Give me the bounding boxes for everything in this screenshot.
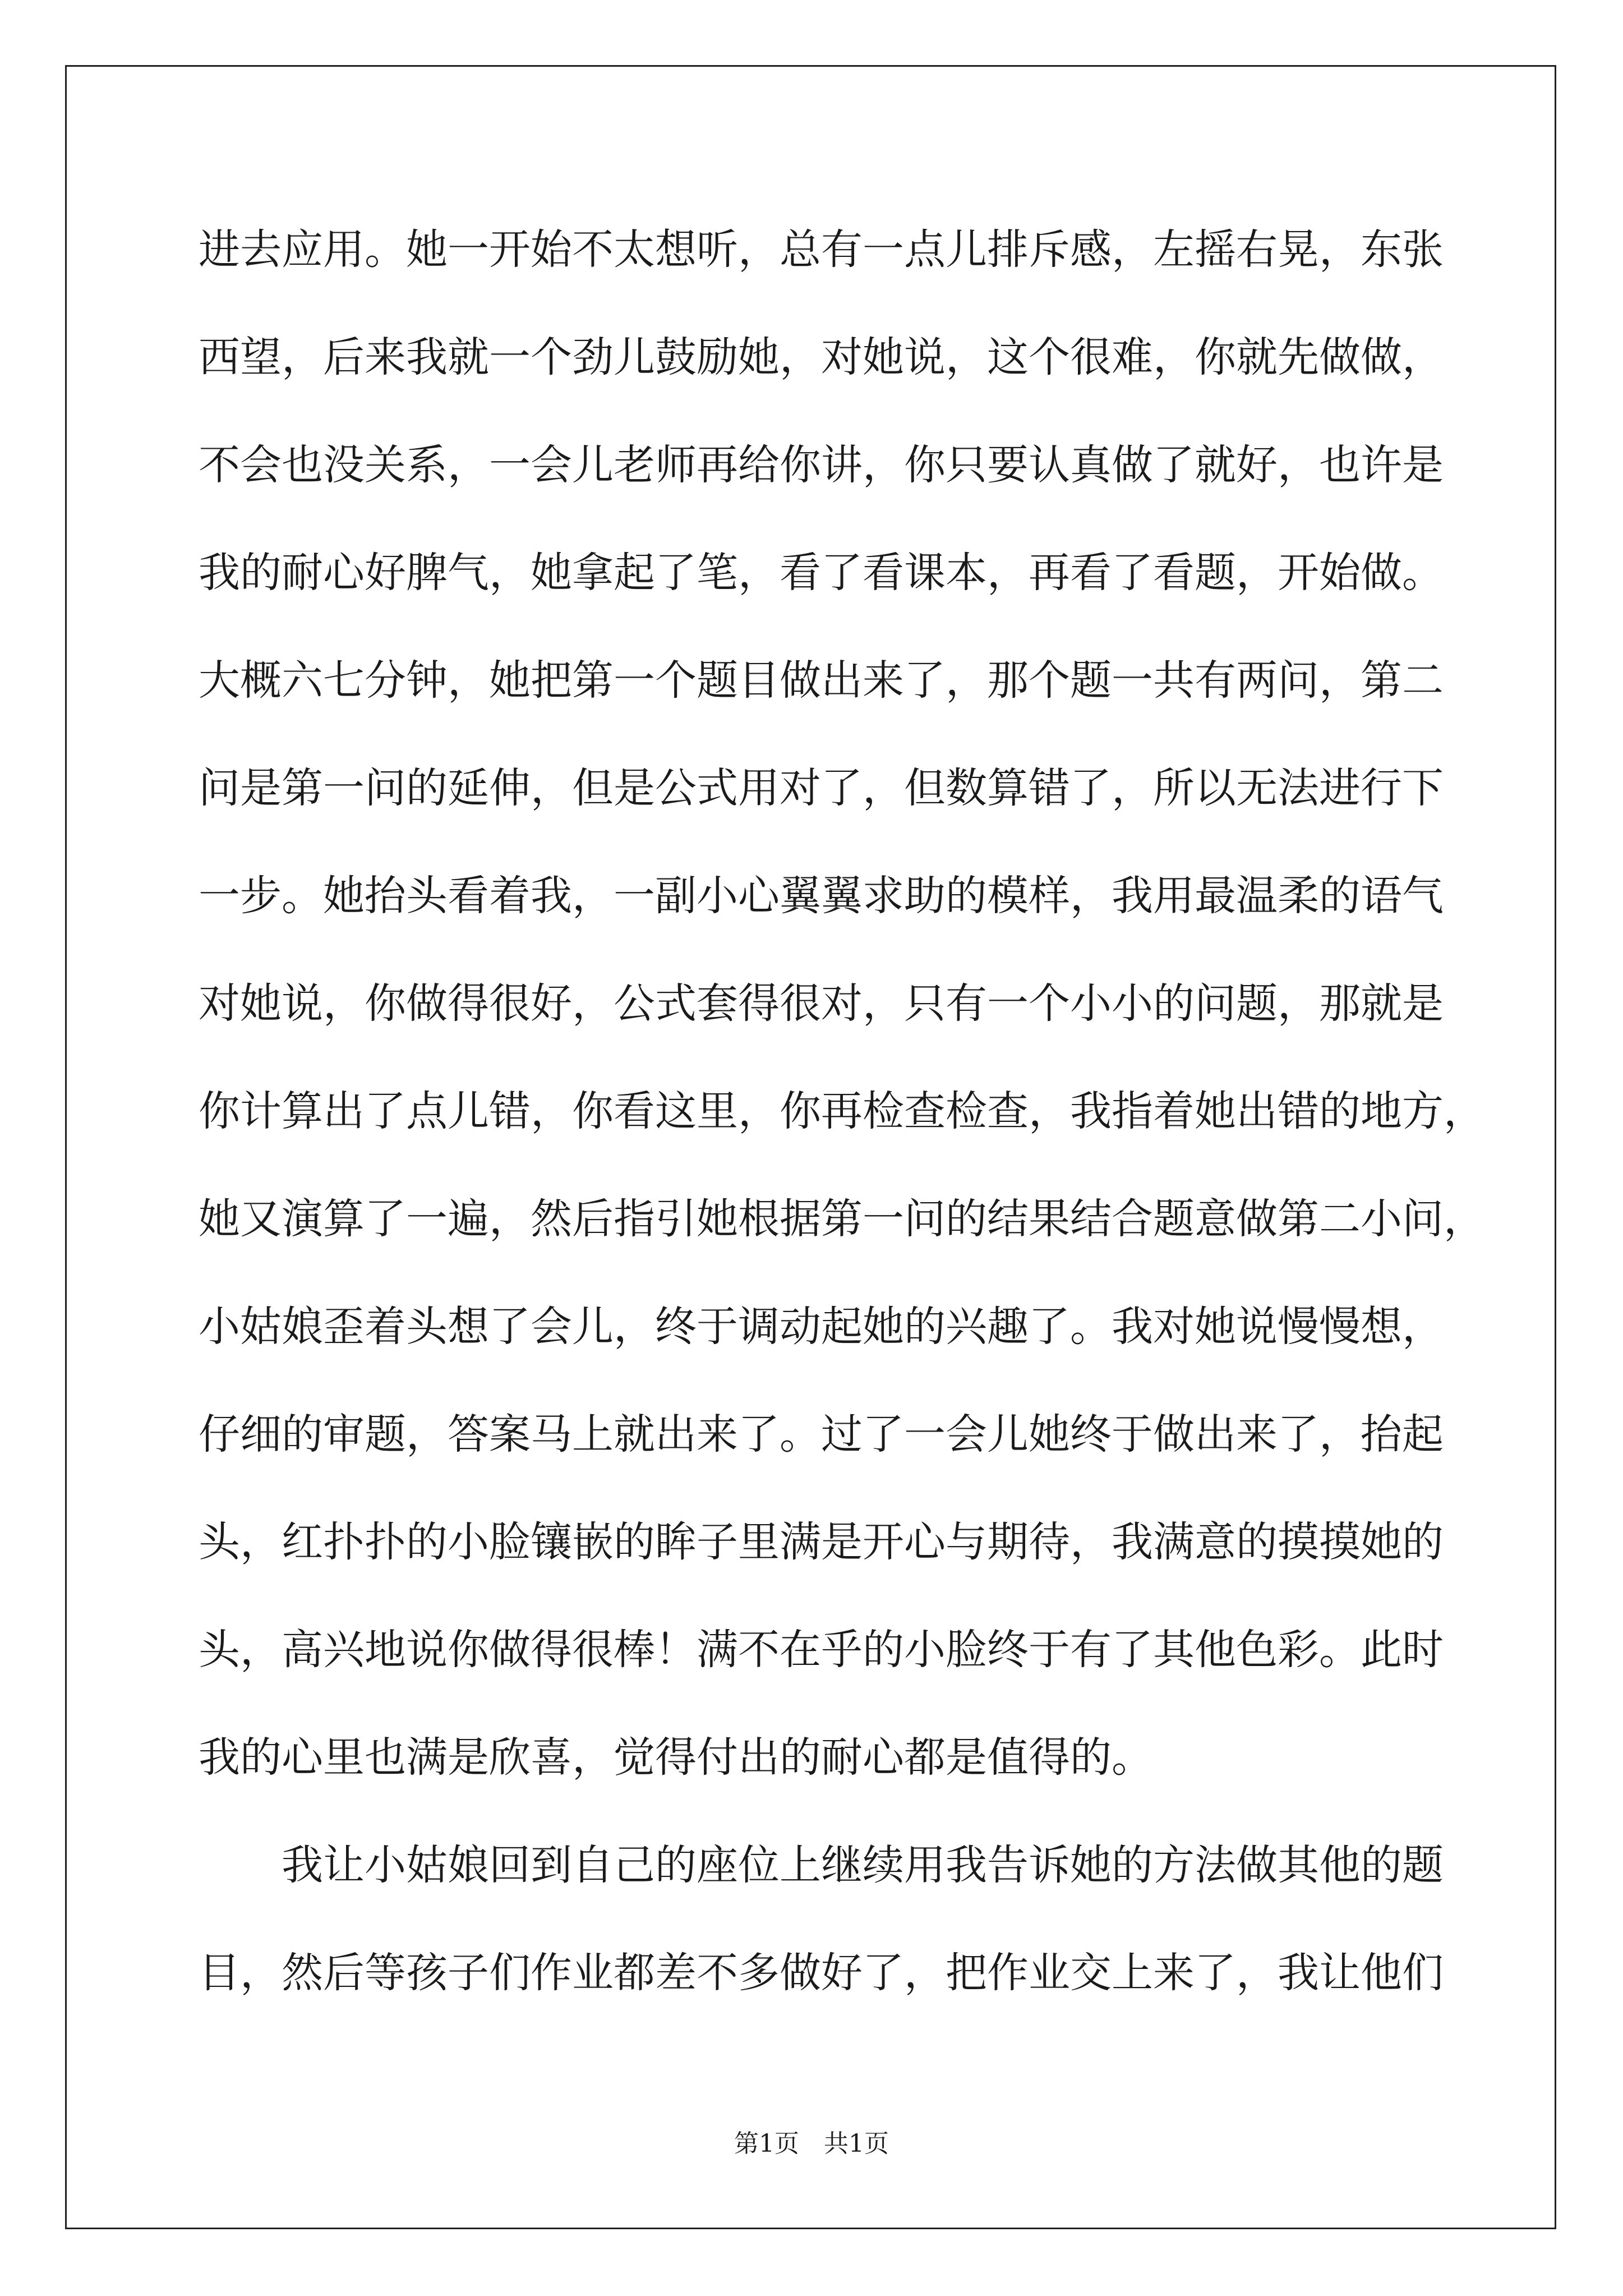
text-line-6: 问是第一问的延伸，但是公式用对了，但数算错了，所以无法进行下: [199, 764, 1444, 812]
text-line-5: 大概六七分钟，她把第一个题目做出来了，那个题一共有两问，第二: [199, 656, 1444, 705]
text-line-12: 仔细的审题，答案马上就出来了。过了一会儿她终于做出来了，抬起: [199, 1410, 1444, 1458]
text-line-10: 她又演算了一遍，然后指引她根据第一问的结果结合题意做第二小问，: [199, 1195, 1485, 1243]
text-line-11: 小姑娘歪着头想了会儿，终于调动起她的兴趣了。我对她说慢慢想，: [199, 1303, 1444, 1351]
text-line-9: 你计算出了点儿错，你看这里，你再检查检查，我指着她出错的地方，: [199, 1087, 1485, 1135]
text-line-15: 我的心里也满是欣喜，觉得付出的耐心都是值得的。: [199, 1733, 1153, 1782]
text-line-1: 进去应用。她一开始不太想听，总有一点儿排斥感，左摇右晃，东张: [199, 226, 1444, 274]
text-line-14: 头，高兴地说你做得很棒！满不在乎的小脸终于有了其他色彩。此时: [199, 1626, 1444, 1674]
text-line-7: 一步。她抬头看着我，一副小心翼翼求助的模样，我用最温柔的语气: [199, 872, 1444, 920]
text-line-8: 对她说，你做得很好，公式套得很对，只有一个小小的问题，那就是: [199, 979, 1444, 1028]
page-number: 第1页 共1页: [734, 2129, 889, 2158]
text-line-3: 不会也没关系，一会儿老师再给你讲，你只要认真做了就好，也许是: [199, 441, 1444, 489]
text-line-2: 西望，后来我就一个劲儿鼓励她，对她说，这个很难，你就先做做，: [199, 333, 1444, 381]
text-line-4: 我的耐心好脾气，她拿起了笔，看了看课本，再看了看题，开始做。: [199, 549, 1444, 597]
text-line-17: 目，然后等孩子们作业都差不多做好了，把作业交上来了，我让他们: [199, 1949, 1444, 1997]
text-line-13: 头，红扑扑的小脸镶嵌的眸子里满是开心与期待，我满意的摸摸她的: [199, 1518, 1444, 1566]
text-line-16: 我让小姑娘回到自己的座位上继续用我告诉她的方法做其他的题: [199, 1841, 1444, 1889]
document-body: [199, 216, 1485, 2047]
